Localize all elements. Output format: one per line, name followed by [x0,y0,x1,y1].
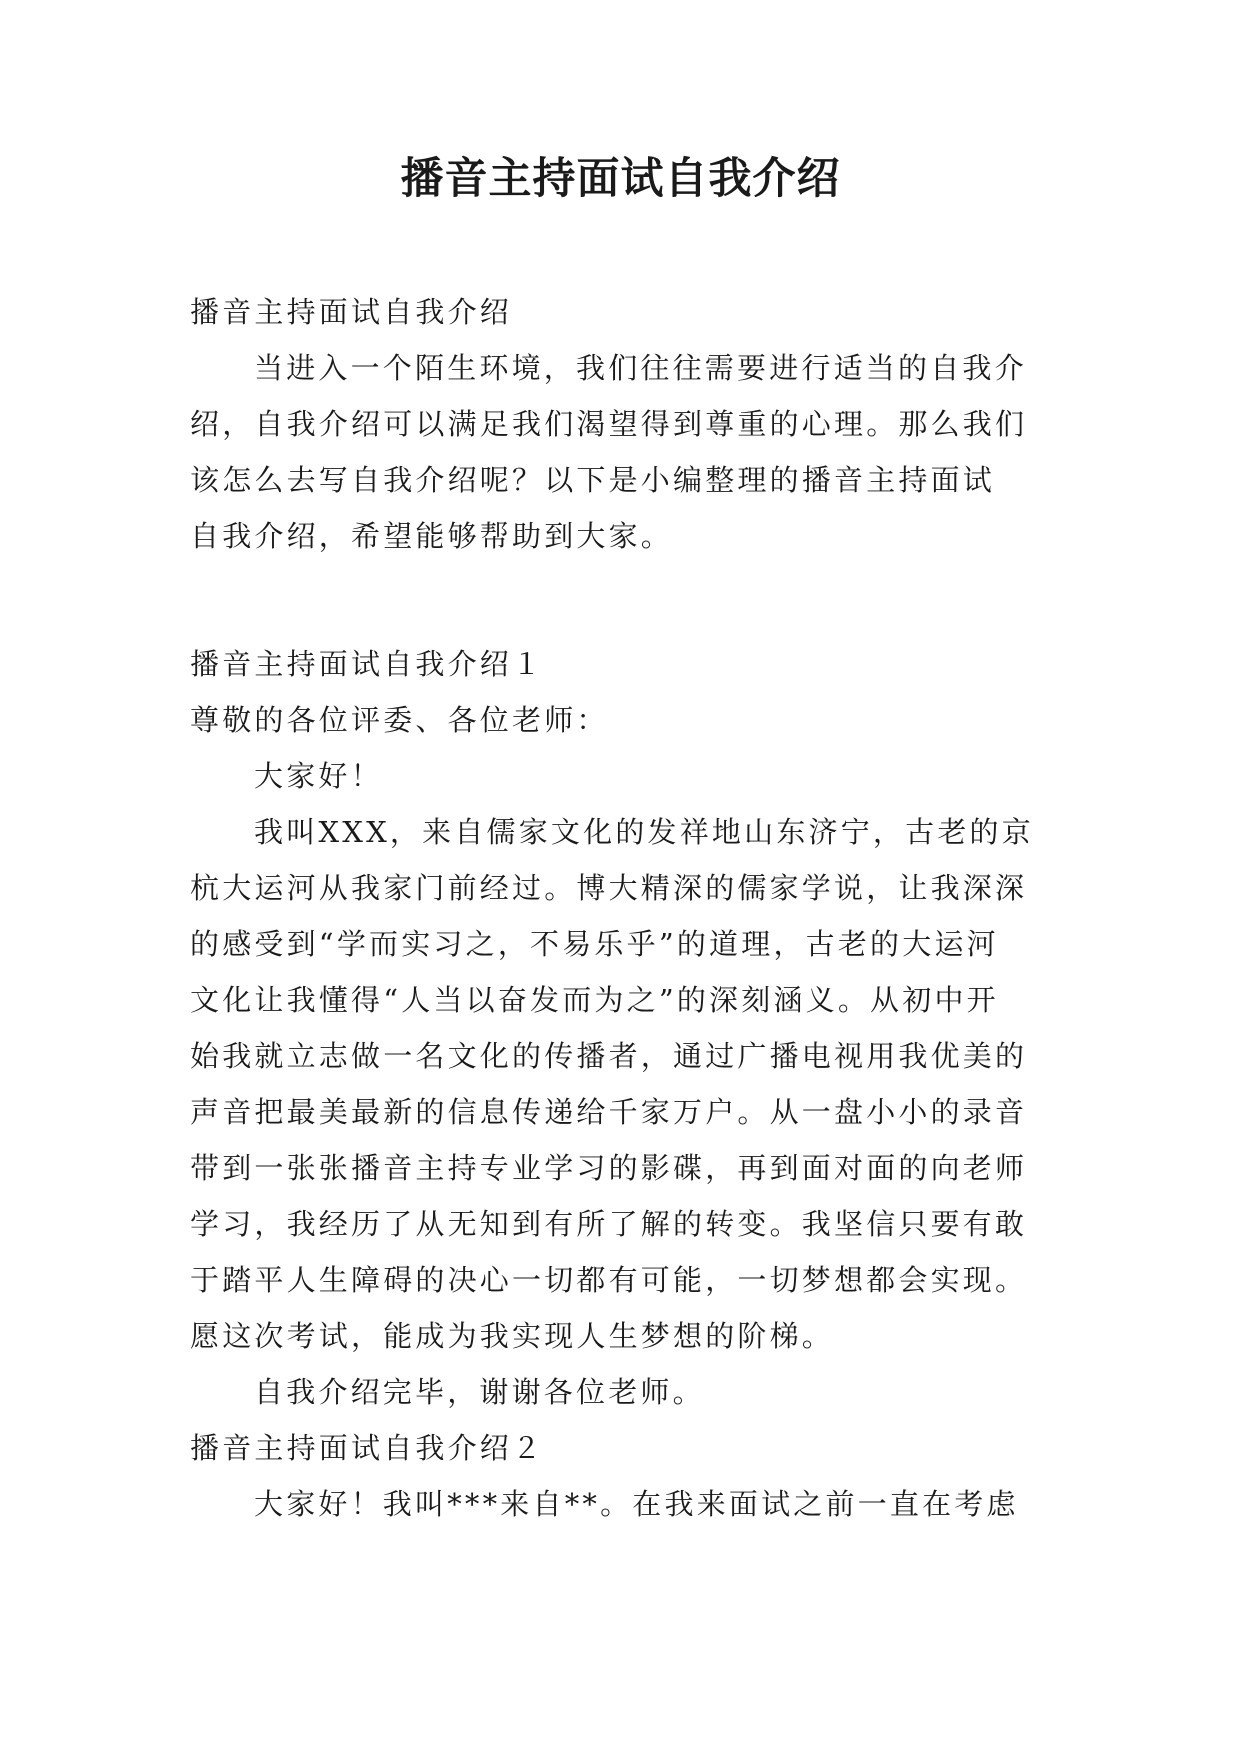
body-paragraph-line: 带到一张张播音主持专业学习的影碟，再到面对面的向老师 [190,1151,1028,1185]
intro-paragraph-line: 当进入一个陌生环境，我们往往需要进行适当的自我介 [254,351,1027,385]
document-title: 播音主持面试自我介绍 [400,154,841,204]
section-heading-1: 播音主持面试自我介绍１ [190,647,545,681]
body-paragraph-line: 于踏平人生障碍的决心一切都有可能，一切梦想都会实现。 [190,1263,1028,1297]
intro-heading: 播音主持面试自我介绍 [190,295,513,329]
body-paragraph-line: 的感受到“学而实习之，不易乐乎”的道理，古老的大运河 [190,927,999,961]
body-paragraph-line: 杭大运河从我家门前经过。博大精深的儒家学说，让我深深 [190,871,1028,905]
body-paragraph-line: 大家好！我叫***来自**。在我来面试之前一直在考虑 [254,1487,1019,1521]
body-paragraph-line: 文化让我懂得“人当以奋发而为之”的深刻涵义。从初中开 [190,983,999,1017]
greeting: 大家好！ [254,759,383,793]
document-body [190,284,1050,1532]
section-spacer [190,564,1050,636]
body-paragraph-line: 声音把最美最新的信息传递给千家万户。从一盘小小的录音 [190,1095,1028,1129]
intro-paragraph-line: 绍，自我介绍可以满足我们渴望得到尊重的心理。那么我们 [190,407,1028,441]
intro-paragraph-line: 自我介绍，希望能够帮助到大家。 [190,519,674,553]
body-paragraph-line: 愿这次考试，能成为我实现人生梦想的阶梯。 [190,1319,835,1353]
body-paragraph-line: 学习，我经历了从无知到有所了解的转变。我坚信只要有敢 [190,1207,1028,1241]
body-paragraph-line: 我叫XXX，来自儒家文化的发祥地山东济宁，古老的京 [254,815,1034,849]
intro-paragraph-line: 该怎么去写自我介绍呢？以下是小编整理的播音主持面试 [190,463,996,497]
body-paragraph-line: 始我就立志做一名文化的传播者，通过广播电视用我优美的 [190,1039,1028,1073]
section-heading-2: 播音主持面试自我介绍２ [190,1431,545,1465]
closing-line: 自我介绍完毕，谢谢各位老师。 [254,1375,705,1409]
salutation: 尊敬的各位评委、各位老师： [190,703,609,737]
